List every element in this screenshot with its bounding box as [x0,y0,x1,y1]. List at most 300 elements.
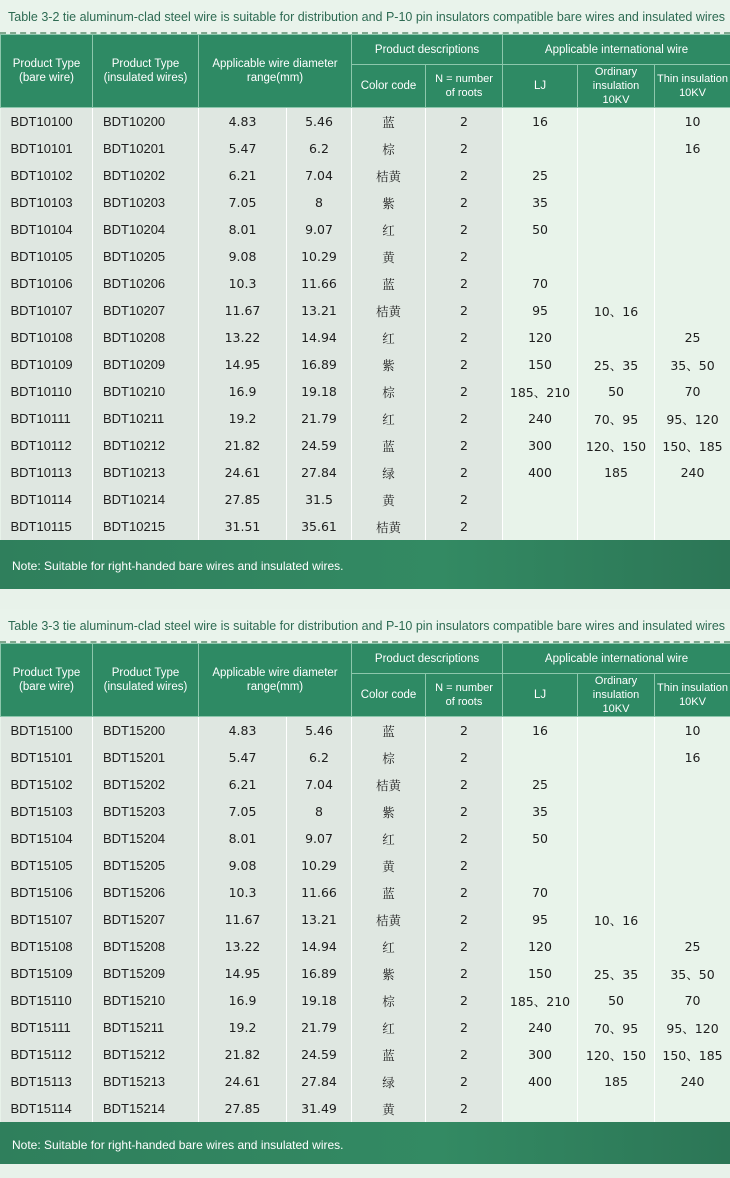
table-3-3-section [0,609,730,1164]
cell-lj: 185、210 [503,987,578,1014]
cell-lj: 240 [503,1014,578,1041]
cell-bare-type: BDT15113 [1,1068,93,1095]
cell-color-code: 棕 [352,987,426,1014]
cell-insulated-type: BDT15210 [93,987,199,1014]
cell-insulated-type: BDT15204 [93,825,199,852]
table-caption: Table 3-2 tie aluminum-clad steel wire is suitable for distribution and P-10 pin insulators compatible bare wires and insulated wires [0,0,730,34]
cell-diameter-min: 19.2 [199,405,287,432]
cell-color-code: 红 [352,216,426,243]
cell-color-code: 黄 [352,243,426,270]
cell-insulated-type: BDT10200 [93,108,199,136]
cell-bare-type: BDT10105 [1,243,93,270]
cell-thin-insulation: 10 [655,108,730,136]
table-row [1,459,730,486]
cell-insulated-type: BDT15212 [93,1041,199,1068]
header-thin-insulation: Thin insulation 10KV [655,674,730,717]
cell-ordinary-insulation [578,717,655,745]
cell-thin-insulation [655,852,730,879]
cell-diameter-min: 14.95 [199,960,287,987]
cell-diameter-max: 9.07 [287,825,352,852]
cell-lj: 300 [503,432,578,459]
cell-thin-insulation: 70 [655,987,730,1014]
cell-insulated-type: BDT10211 [93,405,199,432]
header-product-type-insulated: Product Type (insulated wires) [93,35,199,108]
cell-diameter-max: 11.66 [287,270,352,297]
table-row [1,906,730,933]
cell-thin-insulation [655,771,730,798]
cell-insulated-type: BDT10207 [93,297,199,324]
cell-insulated-type: BDT10210 [93,378,199,405]
table-row [1,513,730,540]
cell-lj: 16 [503,108,578,136]
cell-n-roots: 2 [426,1068,503,1095]
header-diameter-range: Applicable wire diameter range(mm) [199,644,352,717]
cell-color-code: 桔黄 [352,162,426,189]
cell-insulated-type: BDT15213 [93,1068,199,1095]
cell-n-roots: 2 [426,351,503,378]
table-row [1,960,730,987]
cell-lj: 120 [503,933,578,960]
table-row [1,216,730,243]
header-diameter-range: Applicable wire diameter range(mm) [199,35,352,108]
cell-thin-insulation [655,486,730,513]
cell-color-code: 红 [352,324,426,351]
cell-color-code: 桔黄 [352,513,426,540]
cell-lj: 25 [503,771,578,798]
table-row [1,987,730,1014]
cell-n-roots: 2 [426,879,503,906]
cell-diameter-max: 7.04 [287,771,352,798]
cell-bare-type: BDT10114 [1,486,93,513]
cell-bare-type: BDT15111 [1,1014,93,1041]
cell-bare-type: BDT15105 [1,852,93,879]
cell-color-code: 桔黄 [352,906,426,933]
cell-ordinary-insulation [578,1095,655,1122]
cell-diameter-min: 27.85 [199,486,287,513]
cell-diameter-min: 9.08 [199,852,287,879]
cell-diameter-max: 35.61 [287,513,352,540]
cell-thin-insulation: 16 [655,135,730,162]
cell-lj: 50 [503,825,578,852]
cell-thin-insulation: 16 [655,744,730,771]
cell-diameter-min: 24.61 [199,1068,287,1095]
cell-thin-insulation [655,162,730,189]
cell-color-code: 蓝 [352,270,426,297]
cell-insulated-type: BDT10214 [93,486,199,513]
cell-bare-type: BDT10104 [1,216,93,243]
cell-diameter-max: 16.89 [287,960,352,987]
cell-bare-type: BDT15107 [1,906,93,933]
cell-n-roots: 2 [426,459,503,486]
cell-diameter-max: 27.84 [287,459,352,486]
cell-n-roots: 2 [426,216,503,243]
cell-n-roots: 2 [426,378,503,405]
cell-ordinary-insulation: 185 [578,459,655,486]
table-row [1,852,730,879]
cell-diameter-min: 21.82 [199,432,287,459]
cell-diameter-min: 13.22 [199,933,287,960]
cell-insulated-type: BDT15203 [93,798,199,825]
cell-diameter-min: 4.83 [199,717,287,745]
cell-insulated-type: BDT15214 [93,1095,199,1122]
table-row [1,432,730,459]
cell-lj: 150 [503,960,578,987]
cell-ordinary-insulation: 50 [578,378,655,405]
cell-diameter-min: 31.51 [199,513,287,540]
header-product-descriptions: Product descriptions [352,35,503,65]
cell-bare-type: BDT15103 [1,798,93,825]
cell-insulated-type: BDT10202 [93,162,199,189]
header-product-descriptions: Product descriptions [352,644,503,674]
cell-thin-insulation [655,879,730,906]
cell-ordinary-insulation [578,189,655,216]
cell-insulated-type: BDT15206 [93,879,199,906]
cell-n-roots: 2 [426,852,503,879]
cell-color-code: 蓝 [352,879,426,906]
cell-diameter-max: 9.07 [287,216,352,243]
cell-thin-insulation: 35、50 [655,351,730,378]
cell-color-code: 红 [352,825,426,852]
cell-n-roots: 2 [426,270,503,297]
table-row [1,933,730,960]
table-row [1,744,730,771]
cell-ordinary-insulation: 120、150 [578,1041,655,1068]
cell-lj [503,852,578,879]
table-body [1,108,730,541]
cell-color-code: 桔黄 [352,771,426,798]
cell-n-roots: 2 [426,135,503,162]
cell-ordinary-insulation: 50 [578,987,655,1014]
cell-ordinary-insulation [578,744,655,771]
cell-diameter-min: 8.01 [199,216,287,243]
cell-n-roots: 2 [426,906,503,933]
table-row [1,1041,730,1068]
cell-color-code: 棕 [352,135,426,162]
cell-ordinary-insulation: 70、95 [578,1014,655,1041]
cell-diameter-min: 9.08 [199,243,287,270]
table-body [1,717,730,1123]
cell-insulated-type: BDT15200 [93,717,199,745]
cell-insulated-type: BDT15207 [93,906,199,933]
cell-ordinary-insulation [578,852,655,879]
cell-diameter-max: 5.46 [287,108,352,136]
cell-ordinary-insulation [578,771,655,798]
cell-n-roots: 2 [426,933,503,960]
cell-diameter-max: 19.18 [287,378,352,405]
cell-lj: 70 [503,879,578,906]
table-row [1,243,730,270]
cell-color-code: 紫 [352,960,426,987]
cell-diameter-min: 6.21 [199,162,287,189]
cell-n-roots: 2 [426,513,503,540]
specification-table [0,34,730,540]
cell-diameter-max: 5.46 [287,717,352,745]
cell-diameter-min: 8.01 [199,825,287,852]
cell-n-roots: 2 [426,432,503,459]
cell-diameter-max: 14.94 [287,324,352,351]
cell-diameter-max: 13.21 [287,906,352,933]
table-row [1,270,730,297]
cell-lj [503,744,578,771]
cell-bare-type: BDT15104 [1,825,93,852]
cell-bare-type: BDT10111 [1,405,93,432]
cell-thin-insulation: 150、185 [655,432,730,459]
cell-thin-insulation: 240 [655,1068,730,1095]
header-product-type-insulated: Product Type (insulated wires) [93,644,199,717]
cell-bare-type: BDT10115 [1,513,93,540]
cell-diameter-min: 21.82 [199,1041,287,1068]
cell-diameter-min: 14.95 [199,351,287,378]
cell-n-roots: 2 [426,960,503,987]
cell-lj [503,1095,578,1122]
cell-insulated-type: BDT15211 [93,1014,199,1041]
cell-bare-type: BDT15108 [1,933,93,960]
cell-lj: 25 [503,162,578,189]
table-row [1,717,730,745]
cell-diameter-min: 16.9 [199,378,287,405]
cell-thin-insulation: 25 [655,324,730,351]
cell-diameter-max: 11.66 [287,879,352,906]
cell-n-roots: 2 [426,825,503,852]
cell-thin-insulation [655,216,730,243]
header-n-roots: N = number of roots [426,674,503,717]
cell-ordinary-insulation [578,243,655,270]
cell-n-roots: 2 [426,108,503,136]
cell-insulated-type: BDT10204 [93,216,199,243]
cell-lj [503,513,578,540]
cell-thin-insulation [655,1095,730,1122]
cell-color-code: 棕 [352,378,426,405]
table-note: Note: Suitable for right-handed bare wires and insulated wires. [0,540,730,589]
cell-thin-insulation [655,297,730,324]
header-n-roots: N = number of roots [426,65,503,108]
cell-diameter-min: 4.83 [199,108,287,136]
cell-insulated-type: BDT10206 [93,270,199,297]
cell-insulated-type: BDT15205 [93,852,199,879]
cell-ordinary-insulation [578,879,655,906]
cell-bare-type: BDT10101 [1,135,93,162]
cell-ordinary-insulation [578,108,655,136]
cell-color-code: 蓝 [352,717,426,745]
cell-bare-type: BDT10103 [1,189,93,216]
cell-bare-type: BDT10108 [1,324,93,351]
cell-n-roots: 2 [426,324,503,351]
table-row [1,1095,730,1122]
cell-bare-type: BDT10100 [1,108,93,136]
cell-diameter-max: 24.59 [287,1041,352,1068]
specification-table [0,643,730,1122]
cell-lj: 400 [503,459,578,486]
header-intl-wire: Applicable international wire [503,644,730,674]
cell-diameter-max: 8 [287,189,352,216]
cell-ordinary-insulation: 10、16 [578,297,655,324]
cell-insulated-type: BDT10215 [93,513,199,540]
cell-insulated-type: BDT10205 [93,243,199,270]
cell-color-code: 黄 [352,852,426,879]
cell-thin-insulation [655,825,730,852]
cell-diameter-min: 11.67 [199,297,287,324]
cell-n-roots: 2 [426,1095,503,1122]
cell-n-roots: 2 [426,189,503,216]
cell-lj: 70 [503,270,578,297]
cell-n-roots: 2 [426,798,503,825]
cell-lj: 50 [503,216,578,243]
cell-n-roots: 2 [426,405,503,432]
cell-thin-insulation: 25 [655,933,730,960]
cell-ordinary-insulation: 25、35 [578,960,655,987]
table-row [1,879,730,906]
cell-n-roots: 2 [426,717,503,745]
cell-thin-insulation: 150、185 [655,1041,730,1068]
cell-color-code: 棕 [352,744,426,771]
cell-diameter-max: 31.49 [287,1095,352,1122]
cell-n-roots: 2 [426,243,503,270]
header-ordinary-insulation: Ordinary insulation 10KV [578,674,655,717]
header-lj: LJ [503,674,578,717]
cell-insulated-type: BDT10201 [93,135,199,162]
cell-lj: 120 [503,324,578,351]
table-row [1,825,730,852]
cell-diameter-max: 6.2 [287,135,352,162]
cell-color-code: 红 [352,405,426,432]
cell-ordinary-insulation [578,324,655,351]
cell-color-code: 蓝 [352,432,426,459]
cell-lj [503,243,578,270]
cell-lj: 95 [503,297,578,324]
cell-lj: 35 [503,189,578,216]
cell-bare-type: BDT15109 [1,960,93,987]
cell-diameter-min: 27.85 [199,1095,287,1122]
cell-diameter-max: 16.89 [287,351,352,378]
header-color-code: Color code [352,65,426,108]
cell-ordinary-insulation: 10、16 [578,906,655,933]
cell-diameter-max: 6.2 [287,744,352,771]
cell-diameter-min: 5.47 [199,744,287,771]
cell-diameter-min: 13.22 [199,324,287,351]
cell-ordinary-insulation: 120、150 [578,432,655,459]
cell-diameter-min: 5.47 [199,135,287,162]
cell-diameter-max: 10.29 [287,243,352,270]
cell-diameter-min: 6.21 [199,771,287,798]
cell-bare-type: BDT10110 [1,378,93,405]
header-product-type-bare: Product Type (bare wire) [1,35,93,108]
cell-color-code: 黄 [352,486,426,513]
table-row [1,162,730,189]
cell-ordinary-insulation [578,825,655,852]
cell-color-code: 绿 [352,1068,426,1095]
cell-n-roots: 2 [426,771,503,798]
cell-color-code: 紫 [352,798,426,825]
header-intl-wire: Applicable international wire [503,35,730,65]
cell-n-roots: 2 [426,744,503,771]
cell-n-roots: 2 [426,1041,503,1068]
table-row [1,405,730,432]
cell-lj [503,135,578,162]
cell-ordinary-insulation [578,270,655,297]
table-row [1,771,730,798]
cell-n-roots: 2 [426,486,503,513]
cell-thin-insulation [655,270,730,297]
cell-diameter-min: 16.9 [199,987,287,1014]
cell-ordinary-insulation [578,513,655,540]
cell-diameter-min: 10.3 [199,270,287,297]
cell-color-code: 蓝 [352,108,426,136]
cell-thin-insulation [655,243,730,270]
cell-bare-type: BDT10106 [1,270,93,297]
cell-insulated-type: BDT10209 [93,351,199,378]
cell-diameter-min: 19.2 [199,1014,287,1041]
cell-ordinary-insulation [578,933,655,960]
header-lj: LJ [503,65,578,108]
cell-thin-insulation [655,189,730,216]
cell-thin-insulation: 95、120 [655,405,730,432]
cell-diameter-max: 27.84 [287,1068,352,1095]
cell-insulated-type: BDT15201 [93,744,199,771]
cell-diameter-max: 7.04 [287,162,352,189]
table-row [1,351,730,378]
section-divider [0,595,730,609]
cell-ordinary-insulation: 185 [578,1068,655,1095]
table-row [1,798,730,825]
cell-lj: 185、210 [503,378,578,405]
cell-bare-type: BDT15102 [1,771,93,798]
cell-lj: 95 [503,906,578,933]
cell-thin-insulation: 70 [655,378,730,405]
cell-lj: 16 [503,717,578,745]
cell-diameter-max: 31.5 [287,486,352,513]
table-row [1,108,730,136]
cell-diameter-min: 11.67 [199,906,287,933]
cell-insulated-type: BDT15209 [93,960,199,987]
cell-lj: 35 [503,798,578,825]
cell-color-code: 黄 [352,1095,426,1122]
table-row [1,486,730,513]
cell-diameter-min: 7.05 [199,798,287,825]
cell-bare-type: BDT10107 [1,297,93,324]
cell-thin-insulation: 10 [655,717,730,745]
table-row [1,324,730,351]
cell-color-code: 紫 [352,189,426,216]
cell-insulated-type: BDT10213 [93,459,199,486]
cell-thin-insulation: 35、50 [655,960,730,987]
cell-thin-insulation [655,513,730,540]
cell-diameter-max: 21.79 [287,1014,352,1041]
cell-diameter-max: 19.18 [287,987,352,1014]
cell-diameter-max: 24.59 [287,432,352,459]
cell-bare-type: BDT15106 [1,879,93,906]
table-row [1,189,730,216]
cell-ordinary-insulation [578,486,655,513]
cell-ordinary-insulation [578,162,655,189]
table-row [1,378,730,405]
cell-color-code: 紫 [352,351,426,378]
cell-bare-type: BDT10109 [1,351,93,378]
cell-lj [503,486,578,513]
header-thin-insulation: Thin insulation 10KV [655,65,730,108]
cell-n-roots: 2 [426,987,503,1014]
cell-n-roots: 2 [426,1014,503,1041]
header-product-type-bare: Product Type (bare wire) [1,644,93,717]
cell-color-code: 红 [352,1014,426,1041]
cell-diameter-min: 10.3 [199,879,287,906]
cell-bare-type: BDT15114 [1,1095,93,1122]
cell-lj: 240 [503,405,578,432]
header-color-code: Color code [352,674,426,717]
cell-insulated-type: BDT15202 [93,771,199,798]
cell-bare-type: BDT10113 [1,459,93,486]
cell-ordinary-insulation [578,216,655,243]
cell-bare-type: BDT15101 [1,744,93,771]
